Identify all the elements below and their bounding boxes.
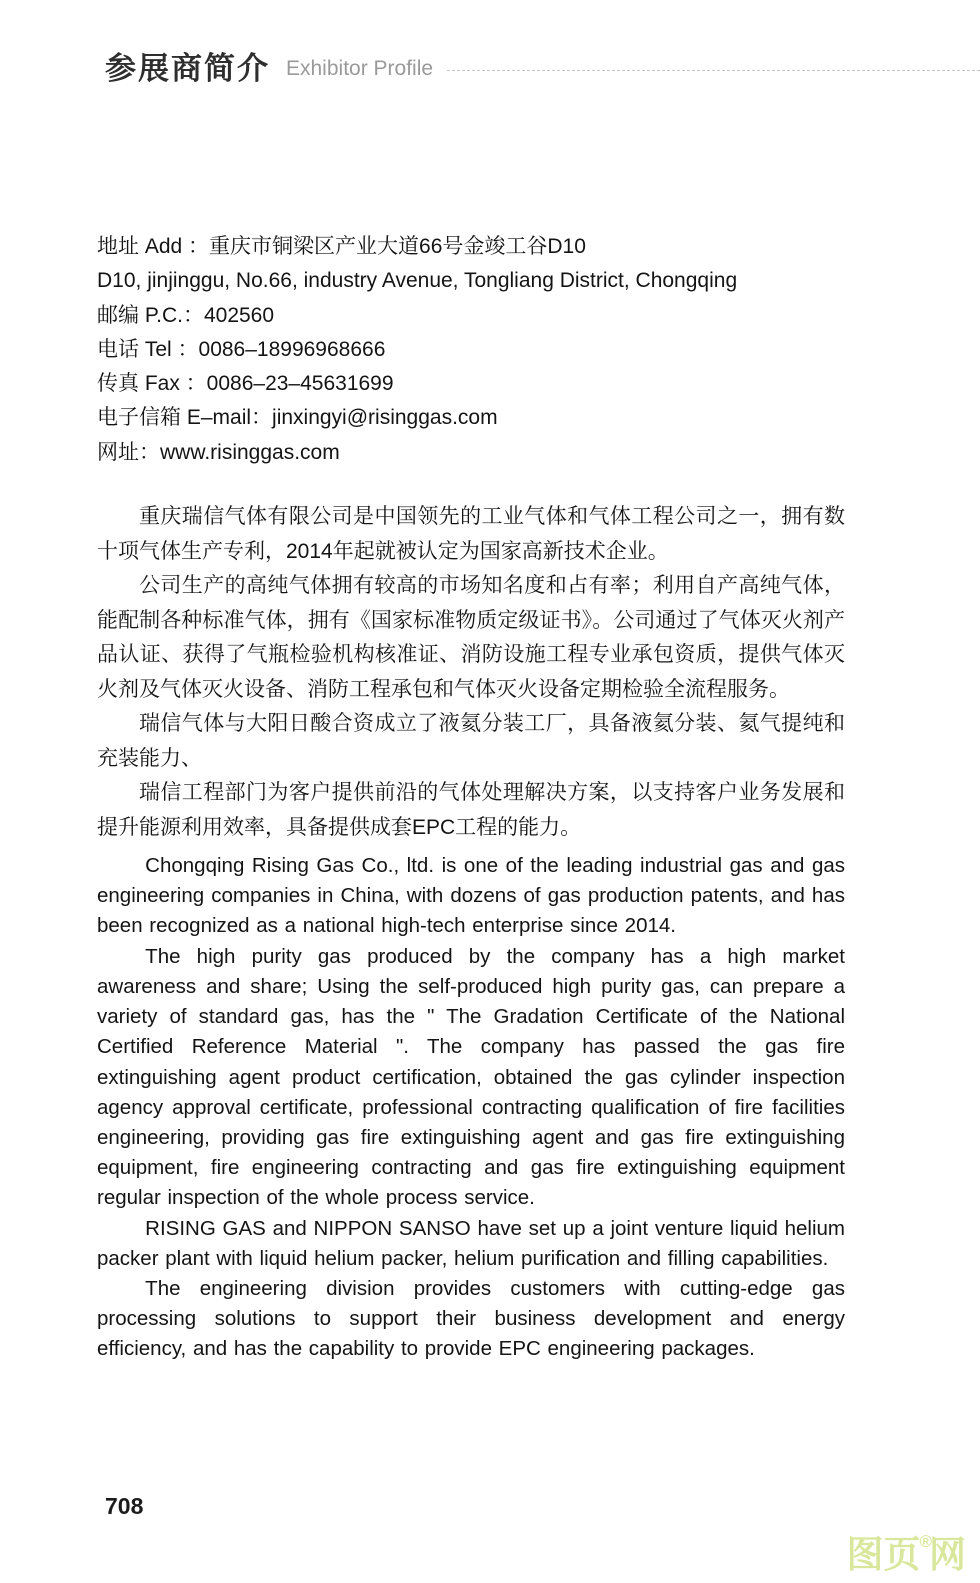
watermark-logo: [846, 1532, 966, 1575]
en-paragraph-3: RISING GAS and NIPPON SANSO have set up a joint venture liquid helium packer plant with liquid helium packer, helium purification and filling capabilities.: [97, 1216, 845, 1270]
contact-line-telephone: 电话 Tel ：0086–18996968666: [97, 337, 386, 361]
watermark-text-left: 图页: [846, 1534, 921, 1575]
registered-trademark-icon: ®: [919, 1532, 932, 1551]
cn-paragraph-4: 瑞信工程部门为客户提供前沿的气体处理解决方案，以支持客户业务发展和提升能源利用效率，具备提供成套EPC工程的能力。: [97, 781, 845, 839]
en-paragraph-2: The high purity gas produced by the company has a high market awareness and share; Using the self-produced high purity gas, can prepare a variety of standard gas, has the " The Gradation Certificate of the National Certified Reference Material ". The company has passed the gas fire extinguishing agent product certification, obtained the gas cylinder inspection agency approval certificate, professional contracting qualification of fire facilities engineering, providing gas fire extinguishing agent and gas fire extinguishing equipment, fire engineering contracting and gas fire extinguishing equipment regular inspection of the whole process service.: [97, 944, 845, 1210]
contact-line-website: 网址：www.risinggas.com: [97, 440, 340, 464]
contact-line-email: 电子信箱 E–mail：jinxingyi@risinggas.com: [97, 406, 498, 430]
section-title-english: Exhibitor Profile: [286, 56, 434, 80]
cn-paragraph-1: 重庆瑞信气体有限公司是中国领先的工业气体和气体工程公司之一，拥有数十项气体生产专利，2014年起就被认定为国家高新技术企业。: [97, 505, 845, 563]
section-title-chinese: 参展商简介: [105, 51, 270, 86]
header-dashed-rule: [447, 70, 980, 71]
description-english: [97, 851, 845, 1364]
page-number: 708: [105, 1493, 144, 1519]
page-header: [105, 50, 980, 87]
contact-line-postcode: 邮编 P.C.：402560: [97, 303, 275, 327]
profile-content: [97, 230, 845, 1365]
cn-paragraph-3: 瑞信气体与大阳日酸合资成立了液氦分装工厂，具备液氦分装、氦气提纯和充装能力、: [97, 712, 845, 770]
contact-line-address-en: D10, jinjinggu, No.66, industry Avenue, Tongliang District, Chongqing: [97, 269, 738, 293]
contact-block: [97, 230, 845, 470]
contact-line-address: 地址 Add ：重庆市铜梁区产业大道66号金竣工谷D10: [97, 235, 586, 258]
en-paragraph-1: Chongqing Rising Gas Co., ltd. is one of the leading industrial gas and gas engineering companies in China, with dozens of gas production patents, and has been recognized as a national high-tech enterprise since 2014.: [97, 854, 845, 938]
contact-line-fax: 传真 Fax ：0086–23–45631699: [97, 372, 394, 396]
cn-paragraph-2: 公司生产的高纯气体拥有较高的市场知名度和占有率；利用自产高纯气体，能配制各种标准气体，拥有《国家标准物质定级证书》。公司通过了气体灭火剂产品认证、获得了气瓶检验机构核准证、消防设施工程专业承包资质，提供气体灭火剂及气体灭火设备、消防工程承包和气体灭火设备定期检验全流程服务。: [97, 574, 845, 701]
en-paragraph-4: The engineering division provides customers with cutting-edge gas processing solutions to support their business development and energy efficiency, and has the capability to provide EPC engineering packages.: [97, 1276, 845, 1361]
watermark-text-right: 网: [929, 1534, 966, 1575]
description-chinese: [97, 500, 845, 845]
